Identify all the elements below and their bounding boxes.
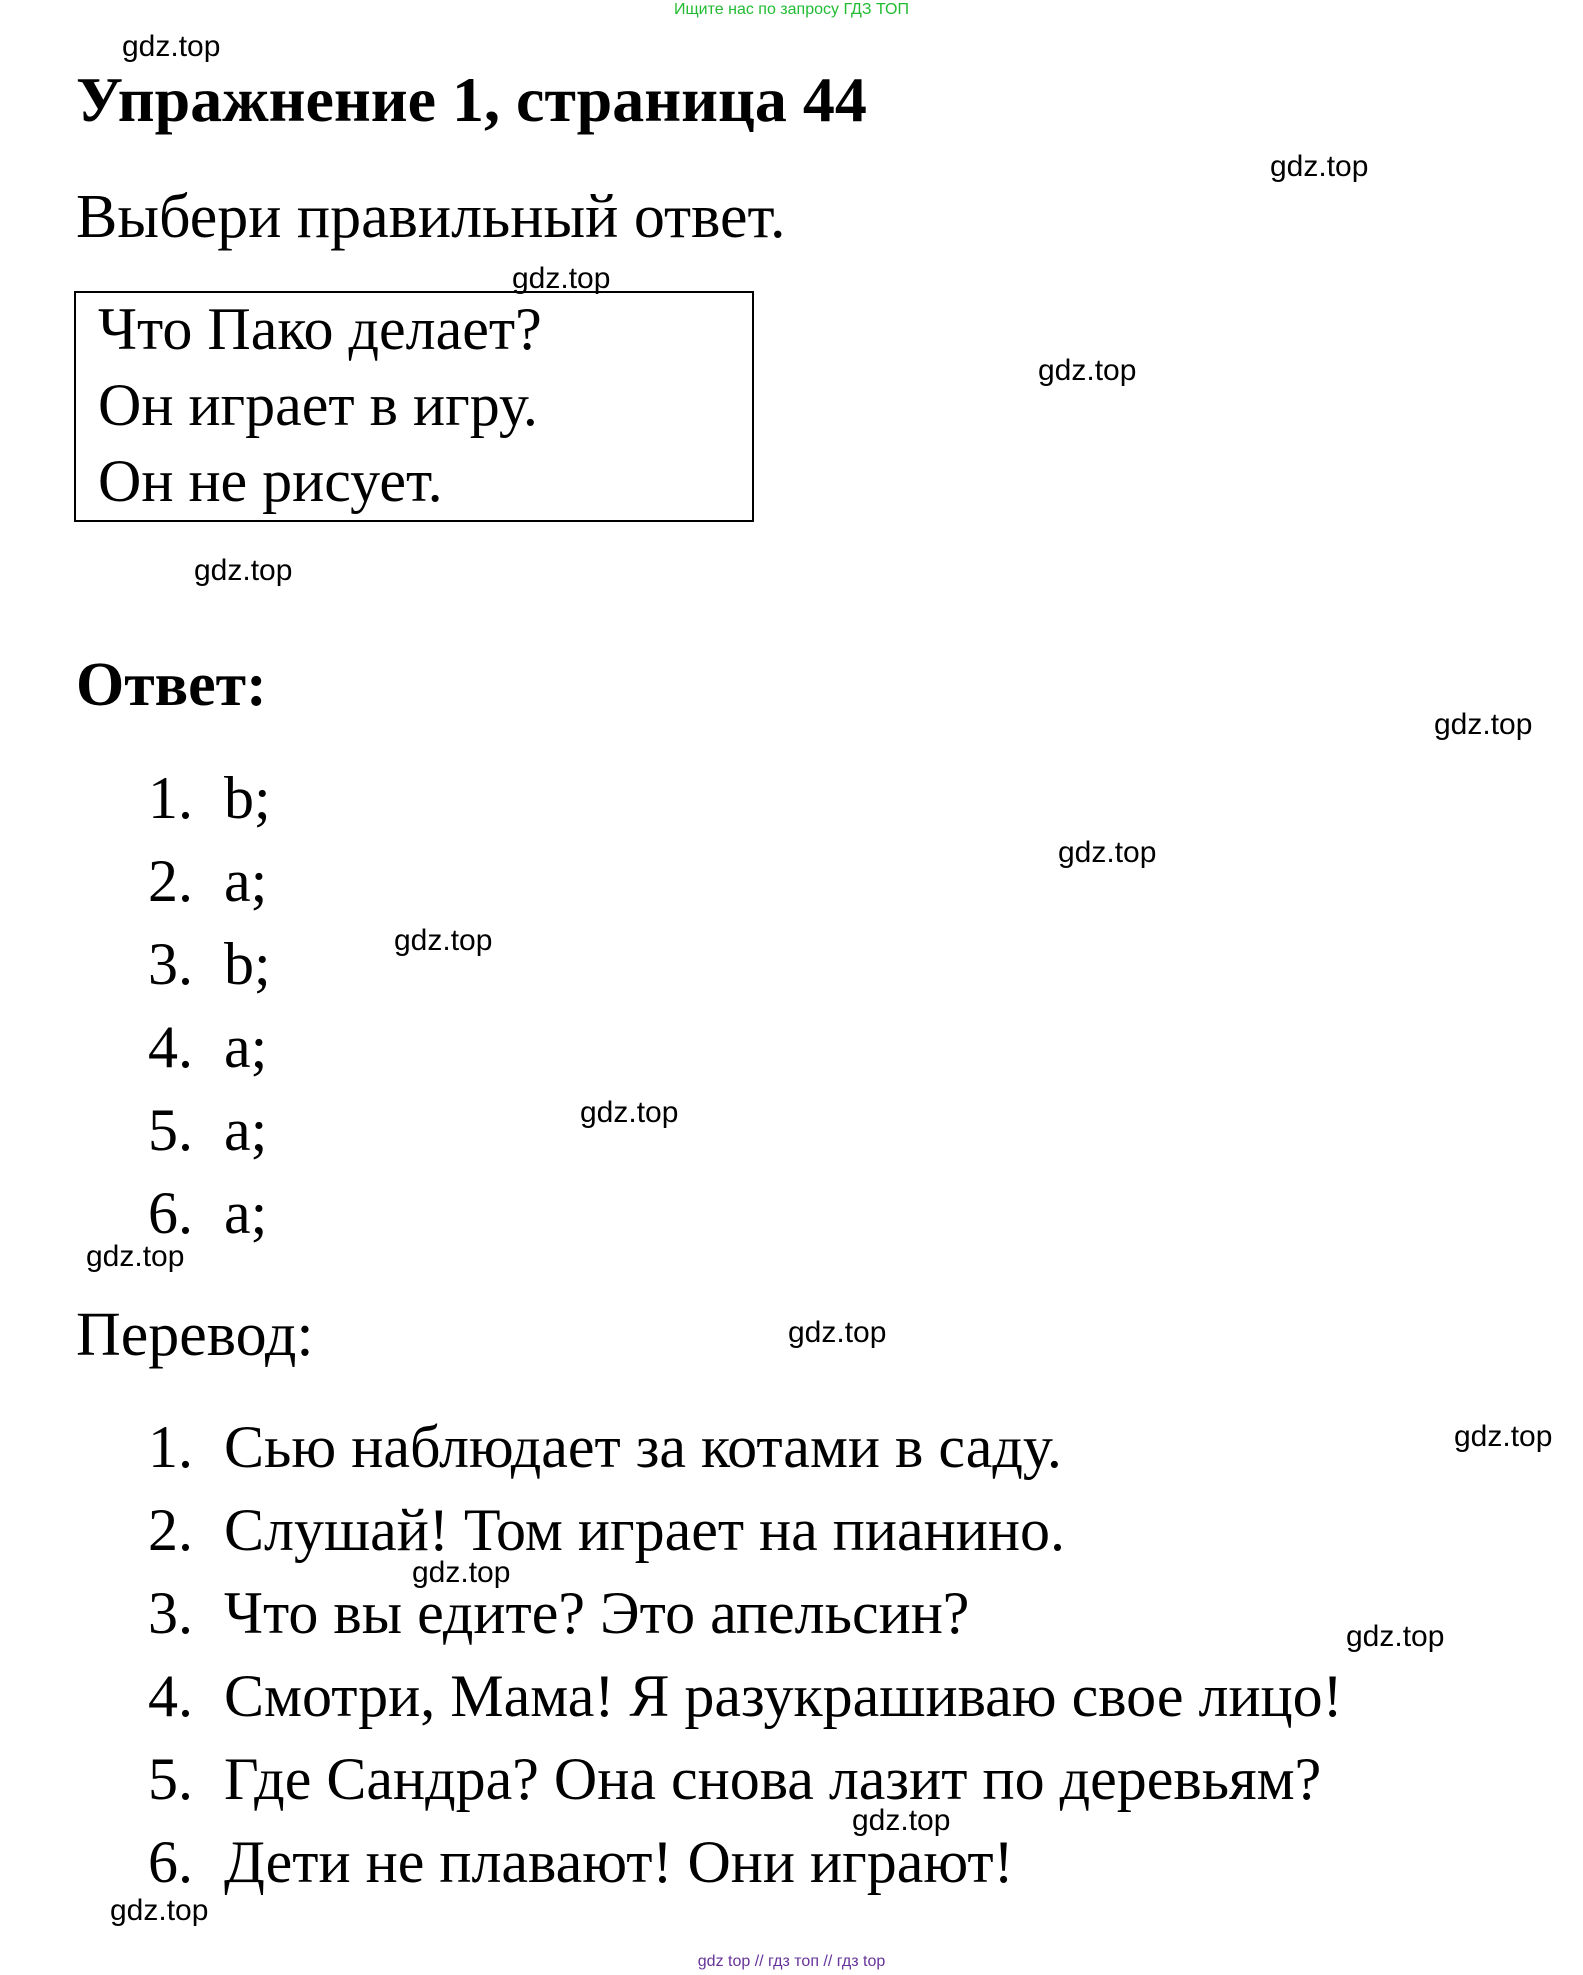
- watermark: gdz.top: [412, 1556, 511, 1589]
- translation-item-number: 1.: [148, 1414, 193, 1480]
- answer-item: [148, 1094, 267, 1166]
- answer-item: [148, 1177, 267, 1249]
- translation-item-text: Сью наблюдает за котами в саду.: [224, 1414, 1062, 1480]
- translation-item-text: Дети не плавают! Они играют!: [224, 1829, 1014, 1895]
- watermark: gdz.top: [394, 924, 493, 957]
- watermark: gdz.top: [1434, 708, 1533, 741]
- translation-item-number: 6.: [148, 1829, 193, 1895]
- translation-item: [148, 1494, 1065, 1566]
- example-line-1: Что Пако делает?: [98, 296, 542, 362]
- watermark: gdz.top: [1038, 354, 1137, 387]
- instruction-text: Выбери правильный ответ.: [76, 183, 786, 251]
- answer-item-text: a;: [224, 1180, 268, 1246]
- answer-item: [148, 928, 271, 1000]
- watermark: gdz.top: [852, 1804, 951, 1837]
- watermark: gdz.top: [1454, 1420, 1553, 1453]
- watermark: gdz.top: [512, 262, 611, 295]
- example-box: [74, 291, 754, 522]
- translation-item-text: Смотри, Мама! Я разукрашиваю свое лицо!: [224, 1663, 1343, 1729]
- answer-item-text: a;: [224, 1014, 268, 1080]
- watermark: gdz.top: [110, 1894, 209, 1927]
- translation-item-number: 4.: [148, 1663, 193, 1729]
- answer-item-text: b;: [224, 931, 271, 997]
- watermark: gdz.top: [122, 30, 221, 63]
- translation-item: [148, 1411, 1062, 1483]
- answer-item-text: b;: [224, 765, 271, 831]
- answer-item-text: a;: [224, 848, 268, 914]
- watermark: gdz.top: [580, 1096, 679, 1129]
- answer-heading: Ответ:: [76, 651, 267, 719]
- translation-item-text: Что вы едите? Это апельсин?: [224, 1580, 970, 1646]
- example-line-2: Он играет в игру.: [98, 372, 538, 438]
- translation-item-text: Где Сандра? Она снова лазит по деревьям?: [224, 1746, 1322, 1812]
- translation-item-number: 3.: [148, 1580, 193, 1646]
- top-banner[interactable]: Ищите нас по запросу ГДЗ ТОП: [674, 1, 909, 18]
- answer-item-number: 1.: [148, 765, 193, 831]
- watermark: gdz.top: [86, 1240, 185, 1273]
- page-title: Упражнение 1, страница 44: [76, 64, 867, 135]
- answer-item-number: 6.: [148, 1180, 193, 1246]
- translation-item-text: Слушай! Том играет на пианино.: [224, 1497, 1065, 1563]
- translation-item: [148, 1743, 1321, 1815]
- answer-item-number: 4.: [148, 1014, 193, 1080]
- watermark: gdz.top: [1058, 836, 1157, 869]
- answer-item-number: 5.: [148, 1097, 193, 1163]
- example-line-3: Он не рисует.: [98, 448, 443, 514]
- translation-item: [148, 1660, 1343, 1732]
- watermark: gdz.top: [194, 554, 293, 587]
- answer-item: [148, 845, 267, 917]
- translation-item: [148, 1577, 969, 1649]
- answer-item: [148, 1011, 267, 1083]
- answer-item-number: 3.: [148, 931, 193, 997]
- answer-item-text: a;: [224, 1097, 268, 1163]
- watermark: gdz.top: [1346, 1620, 1445, 1653]
- translation-item-number: 2.: [148, 1497, 193, 1563]
- watermark: gdz.top: [788, 1316, 887, 1349]
- footer-links[interactable]: gdz top // гдз топ // гдз top: [697, 1953, 886, 1970]
- translation-heading: Перевод:: [76, 1301, 314, 1369]
- translation-item-number: 5.: [148, 1746, 193, 1812]
- watermark: gdz.top: [1270, 150, 1369, 183]
- answer-item: [148, 762, 271, 834]
- answer-item-number: 2.: [148, 848, 193, 914]
